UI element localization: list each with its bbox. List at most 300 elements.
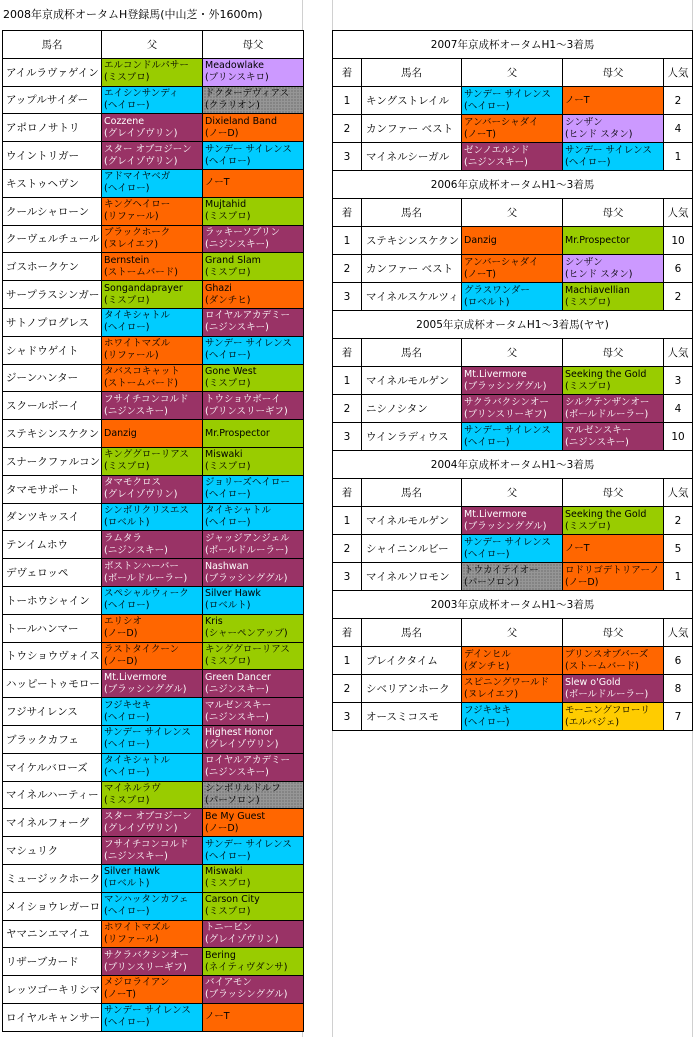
- sire-cell: [102, 1003, 203, 1031]
- horse-name: ジーンハンター: [3, 364, 102, 392]
- bloodline-name: ノーT: [565, 94, 590, 106]
- horse-name: マイネルモルゲン: [362, 367, 462, 395]
- bloodline-lineage: (ネイティヴダンサ): [205, 961, 288, 973]
- horse-name: トウショウヴォイス: [3, 642, 102, 670]
- finish-position: 2: [333, 115, 362, 143]
- bloodline-lineage: (ヘイロー): [464, 548, 510, 560]
- table-row: [3, 420, 304, 448]
- sire-cell: [102, 364, 203, 392]
- bloodline-name: Danzig: [464, 234, 497, 246]
- sire-cell: [462, 255, 563, 283]
- bloodline-name: ジャッジアンジェル: [205, 532, 290, 544]
- bloodline-name: シンボリルドルフ: [205, 782, 281, 794]
- bloodline-lineage: (グレイゾヴリン): [205, 739, 279, 751]
- horse-name: トールハンマー: [3, 614, 102, 642]
- dam-sire-cell: [563, 535, 664, 563]
- table-row: [3, 1003, 304, 1031]
- bloodline-lineage: (ニジンスキー): [104, 850, 168, 862]
- results-table: [332, 310, 693, 451]
- dam-sire-cell: [203, 447, 304, 475]
- dam-sire-cell: [203, 225, 304, 253]
- dam-sire-cell: [203, 142, 304, 170]
- bloodline-name: トウカイテイオー: [464, 564, 539, 576]
- bloodline-name: サンデー サイレンス: [464, 536, 551, 548]
- finish-position: 3: [333, 283, 362, 311]
- sire-cell: [102, 253, 203, 281]
- bloodline-lineage: (シャーペンアップ): [205, 628, 288, 640]
- bloodline-lineage: (ノーT): [104, 989, 136, 1001]
- dam-sire-cell: [203, 837, 304, 865]
- header-sire: 父: [462, 479, 563, 507]
- bloodline-lineage: (ミスプロ): [205, 266, 251, 278]
- dam-sire-cell: [563, 367, 664, 395]
- table-row: [333, 675, 693, 703]
- bloodline-lineage: (ニジンスキー): [565, 436, 629, 448]
- sire-cell: [102, 281, 203, 309]
- results-title-row: [333, 171, 693, 199]
- bloodline-name: サンデー サイレンス: [104, 1005, 191, 1017]
- bloodline-name: アドマイヤベガ: [104, 171, 171, 183]
- bloodline-lineage: (ボールドルーラー): [565, 408, 649, 420]
- sire-cell: [462, 423, 563, 451]
- bloodline-name: Mt.Livermore: [104, 671, 167, 683]
- bloodline-lineage: (ミスプロ): [205, 655, 251, 667]
- bloodline-name: スピニングワールド: [464, 676, 550, 688]
- finish-position: 1: [333, 87, 362, 115]
- bloodline-lineage: (ヘイロー): [205, 489, 251, 501]
- bloodline-lineage: (ニジンスキー): [205, 322, 269, 334]
- table-row: [333, 563, 693, 591]
- sire-cell: [102, 642, 203, 670]
- sire-cell: [102, 308, 203, 336]
- dam-sire-cell: [563, 227, 664, 255]
- header-popularity: 人気: [664, 619, 693, 647]
- results-table: [332, 170, 693, 311]
- results-table: [332, 590, 693, 731]
- sire-cell: [102, 920, 203, 948]
- bloodline-lineage: (グレイゾヴリン): [104, 155, 178, 167]
- table-row: [333, 87, 693, 115]
- sire-cell: [102, 475, 203, 503]
- bloodline-lineage: (ニジンスキー): [464, 156, 528, 168]
- bloodline-name: フサイチコンコルド: [104, 393, 189, 405]
- horse-name: マイネルフォーグ: [3, 809, 102, 837]
- bloodline-lineage: (ボールドルーラー): [565, 688, 649, 700]
- dam-sire-cell: [203, 253, 304, 281]
- sire-cell: [462, 703, 563, 731]
- bloodline-name: Ghazi: [205, 282, 232, 294]
- table-row: [3, 475, 304, 503]
- table-row: [3, 531, 304, 559]
- header-horse-name: 馬名: [362, 59, 462, 87]
- header-horse-name: 馬名: [362, 339, 462, 367]
- bloodline-name: マルゼンスキー: [565, 424, 632, 436]
- header-position: 着: [333, 199, 362, 227]
- horse-name: シベリアンホーク: [362, 675, 462, 703]
- bloodline-name: ゼンノエルシド: [464, 144, 530, 156]
- bloodline-name: Silver Hawk: [205, 588, 261, 600]
- bloodline-name: Meadowlake: [205, 60, 264, 72]
- table-row: [3, 725, 304, 753]
- dam-sire-cell: [203, 892, 304, 920]
- dam-sire-cell: [563, 143, 664, 171]
- horse-name: キストゥヘヴン: [3, 169, 102, 197]
- sire-cell: [102, 753, 203, 781]
- bloodline-lineage: (ミスプロ): [104, 294, 150, 306]
- bloodline-name: グラスワンダー: [464, 284, 530, 296]
- bloodline-name: Danzig: [104, 427, 137, 439]
- sire-cell: [462, 647, 563, 675]
- bloodline-name: Cozzene: [104, 115, 145, 127]
- popularity: 3: [664, 367, 693, 395]
- header-popularity: 人気: [664, 59, 693, 87]
- header-position: 着: [333, 339, 362, 367]
- bloodline-name: アンバーシャダイ: [464, 256, 539, 268]
- popularity: 2: [664, 87, 693, 115]
- horse-name: スナークファルコン: [3, 447, 102, 475]
- dam-sire-cell: [203, 809, 304, 837]
- results-table: [332, 450, 693, 591]
- dam-sire-cell: [203, 725, 304, 753]
- horse-name: マイネルソロモン: [362, 563, 462, 591]
- popularity: 5: [664, 535, 693, 563]
- bloodline-lineage: (ノーD): [565, 576, 599, 588]
- table-row: [3, 976, 304, 1004]
- bloodline-name: タイキシャトル: [205, 504, 272, 516]
- sire-cell: [102, 503, 203, 531]
- popularity: 4: [664, 395, 693, 423]
- bloodline-lineage: (リファール): [104, 933, 159, 945]
- bloodline-name: トウショウボーイ: [205, 393, 281, 405]
- header-dam-sire: 母父: [563, 479, 664, 507]
- bloodline-lineage: (ヌレイエフ): [104, 238, 159, 250]
- bloodline-lineage: (ミスプロ): [205, 878, 251, 890]
- sire-cell: [102, 336, 203, 364]
- bloodline-name: Miswaki: [205, 866, 243, 878]
- results-title-row: [333, 311, 693, 339]
- horse-name: スクールボーイ: [3, 392, 102, 420]
- bloodline-name: タイキシャトル: [104, 310, 171, 322]
- bloodline-name: シンザン: [565, 256, 603, 268]
- finish-position: 3: [333, 143, 362, 171]
- table-row: [3, 892, 304, 920]
- dam-sire-cell: [563, 675, 664, 703]
- bloodline-lineage: (ストームバード): [565, 660, 639, 672]
- bloodline-name: ブラックホーク: [104, 226, 171, 238]
- table-header-row: [3, 31, 304, 59]
- bloodline-lineage: (グレイゾヴリン): [104, 489, 178, 501]
- bloodline-lineage: (ニジンスキー): [104, 544, 168, 556]
- bloodline-name: サクラバクシンオー: [104, 949, 189, 961]
- table-row: [333, 507, 693, 535]
- header-dam-sire: 母父: [203, 31, 304, 59]
- bloodline-name: ボストンハーバー: [104, 560, 179, 572]
- bloodline-name: ラムタラ: [104, 532, 142, 544]
- bloodline-name: Miswaki: [205, 449, 243, 461]
- bloodline-name: Nashwan: [205, 560, 249, 572]
- bloodline-name: メジロライアン: [104, 977, 170, 989]
- sire-cell: [102, 809, 203, 837]
- bloodline-name: サンデー サイレンス: [205, 143, 292, 155]
- bloodline-name: シルクテンザンオー: [565, 396, 650, 408]
- bloodline-lineage: (ニジンスキー): [205, 767, 269, 779]
- dam-sire-cell: [203, 58, 304, 86]
- popularity: 1: [664, 143, 693, 171]
- horse-name: ブレイクタイム: [362, 647, 462, 675]
- table-row: [3, 503, 304, 531]
- header-horse-name: 馬名: [362, 479, 462, 507]
- bloodline-name: Slew o'Gold: [565, 676, 621, 688]
- popularity: 10: [664, 227, 693, 255]
- bloodline-name: Silver Hawk: [104, 866, 160, 878]
- bloodline-lineage: (プリンスキロ): [205, 72, 269, 84]
- bloodline-name: Mr.Prospector: [565, 234, 630, 246]
- horse-name: マイネルスケルツィ: [362, 283, 462, 311]
- results-header-row: [333, 339, 693, 367]
- bloodline-lineage: (ヘイロー): [205, 516, 251, 528]
- dam-sire-cell: [203, 420, 304, 448]
- bloodline-name: スター オブコジーン: [104, 810, 192, 822]
- bloodline-name: Mr.Prospector: [205, 427, 270, 439]
- bloodline-name: ロイヤルアカデミー: [205, 310, 291, 322]
- bloodline-lineage: (ブラッシンググル): [205, 989, 288, 1001]
- horse-name: アポロノサトリ: [3, 114, 102, 142]
- sire-cell: [102, 420, 203, 448]
- bloodline-lineage: (ノーT): [464, 268, 496, 280]
- bloodline-lineage: (ヒンド スタン): [565, 268, 633, 280]
- bloodline-name: ジョリーズヘイロー: [205, 477, 290, 489]
- bloodline-lineage: (グレイゾヴリン): [104, 822, 178, 834]
- bloodline-name: エルコンドルパサー: [104, 60, 189, 72]
- bloodline-lineage: (ニジンスキー): [205, 683, 269, 695]
- bloodline-lineage: (パーソロン): [464, 576, 519, 588]
- bloodline-name: Highest Honor: [205, 727, 274, 739]
- table-row: [3, 864, 304, 892]
- bloodline-lineage: (ヘイロー): [104, 711, 150, 723]
- table-row: [3, 447, 304, 475]
- bloodline-lineage: (ノーD): [104, 628, 138, 640]
- bloodline-name: Mujtahid: [205, 199, 247, 211]
- bloodline-name: フジキセキ: [464, 704, 512, 716]
- horse-name: ステキシンスケクン: [362, 227, 462, 255]
- bloodline-name: Grand Slam: [205, 254, 261, 266]
- table-row: [3, 781, 304, 809]
- table-row: [3, 837, 304, 865]
- bloodline-lineage: (グレイゾヴリン): [205, 933, 279, 945]
- dam-sire-cell: [203, 920, 304, 948]
- bloodline-name: Kris: [205, 616, 223, 628]
- table-row: [3, 392, 304, 420]
- header-dam-sire: 母父: [563, 59, 664, 87]
- popularity: 6: [664, 255, 693, 283]
- dam-sire-cell: [203, 197, 304, 225]
- bloodline-name: サンデー サイレンス: [565, 144, 652, 156]
- bloodline-lineage: (ヌレイエフ): [464, 688, 519, 700]
- bloodline-lineage: (ヘイロー): [464, 436, 510, 448]
- bloodline-name: モーニングフローリ: [565, 704, 650, 716]
- dam-sire-cell: [563, 255, 664, 283]
- header-dam-sire: 母父: [563, 339, 664, 367]
- bloodline-lineage: (プリンスリーギフ): [205, 405, 288, 417]
- horse-name: カンファー ベスト: [362, 115, 462, 143]
- header-position: 着: [333, 619, 362, 647]
- bloodline-lineage: (ストームバード): [104, 377, 178, 389]
- table-row: [333, 255, 693, 283]
- bloodline-lineage: (ヘイロー): [464, 716, 510, 728]
- bloodline-name: サンデー サイレンス: [464, 88, 551, 100]
- table-row: [333, 115, 693, 143]
- bloodline-name: バイアモン: [205, 977, 252, 989]
- bloodline-lineage: (ノーD): [205, 127, 239, 139]
- bloodline-name: ノーT: [205, 177, 230, 189]
- sire-cell: [102, 948, 203, 976]
- bloodline-lineage: (ヘイロー): [104, 99, 150, 111]
- table-row: [3, 86, 304, 114]
- popularity: 1: [664, 563, 693, 591]
- horse-name: オースミコスモ: [362, 703, 462, 731]
- dam-sire-cell: [203, 392, 304, 420]
- popularity: 2: [664, 507, 693, 535]
- bloodline-lineage: (ロベルト): [464, 296, 510, 308]
- bloodline-lineage: (ボールドルーラー): [205, 544, 289, 556]
- sire-cell: [102, 864, 203, 892]
- horse-name: シャドウゲイト: [3, 336, 102, 364]
- header-sire: 父: [102, 31, 203, 59]
- sire-cell: [462, 87, 563, 115]
- bloodline-name: スペシャルウィーク: [104, 588, 189, 600]
- sire-cell: [462, 227, 563, 255]
- bloodline-name: ノーT: [205, 1011, 230, 1023]
- header-dam-sire: 母父: [563, 199, 664, 227]
- bloodline-lineage: (ロベルト): [104, 878, 150, 890]
- bloodline-lineage: (ブラッシンググル): [464, 380, 547, 392]
- horse-name: ブラックカフェ: [3, 725, 102, 753]
- finish-position: 1: [333, 367, 362, 395]
- bloodline-name: Be My Guest: [205, 810, 266, 822]
- bloodline-name: ノーT: [565, 542, 590, 554]
- table-row: [333, 367, 693, 395]
- bloodline-name: Songandaprayer: [104, 282, 183, 294]
- bloodline-name: フサイチコンコルド: [104, 838, 189, 850]
- sire-cell: [102, 392, 203, 420]
- table-row: [3, 586, 304, 614]
- results-header-row: [333, 59, 693, 87]
- bloodline-lineage: (プリンスリーギフ): [464, 408, 547, 420]
- bloodline-lineage: (ヘイロー): [205, 350, 251, 362]
- bloodline-lineage: (プリンスリーギフ): [104, 961, 187, 973]
- bloodline-lineage: (ヘイロー): [104, 322, 150, 334]
- horse-name: サトノプログレス: [3, 308, 102, 336]
- bloodline-lineage: (ミスプロ): [205, 906, 251, 918]
- bloodline-lineage: (クラリオン): [205, 99, 260, 111]
- table-row: [333, 423, 693, 451]
- results-title-row: [333, 31, 693, 59]
- dam-sire-cell: [203, 308, 304, 336]
- results-header-row: [333, 619, 693, 647]
- sire-cell: [462, 395, 563, 423]
- horse-name: テンイムホウ: [3, 531, 102, 559]
- bloodline-name: トニービン: [205, 921, 253, 933]
- horse-name: ヤマニンエマイユ: [3, 920, 102, 948]
- dam-sire-cell: [203, 753, 304, 781]
- dam-sire-cell: [203, 336, 304, 364]
- results-header-row: [333, 479, 693, 507]
- bloodline-lineage: (ヘイロー): [464, 100, 510, 112]
- table-row: [333, 647, 693, 675]
- finish-position: 3: [333, 423, 362, 451]
- popularity: 6: [664, 647, 693, 675]
- bloodline-lineage: (ニジンスキー): [205, 711, 269, 723]
- bloodline-name: Seeking the Gold: [565, 508, 647, 520]
- sire-cell: [102, 892, 203, 920]
- horse-name: シャイニンルビー: [362, 535, 462, 563]
- table-row: [3, 753, 304, 781]
- popularity: 4: [664, 115, 693, 143]
- bloodline-name: ドクターデヴィアス: [205, 87, 290, 99]
- dam-sire-cell: [203, 948, 304, 976]
- bloodline-lineage: (リファール): [104, 211, 159, 223]
- results-title: 2005年京成杯オータムH1～3着馬(ヤヤ): [333, 311, 693, 339]
- bloodline-name: サンデー サイレンス: [205, 838, 292, 850]
- bloodline-name: ロドリゴデトリアーノ: [565, 564, 660, 576]
- sire-cell: [102, 197, 203, 225]
- dam-sire-cell: [203, 864, 304, 892]
- header-dam-sire: 母父: [563, 619, 664, 647]
- table-row: [3, 225, 304, 253]
- bloodline-lineage: (ストームバード): [104, 266, 178, 278]
- table-row: [333, 535, 693, 563]
- bloodline-name: ロイヤルアカデミー: [205, 755, 291, 767]
- finish-position: 2: [333, 395, 362, 423]
- horse-name: ミュージックホーク: [3, 864, 102, 892]
- sire-cell: [102, 670, 203, 698]
- bloodline-lineage: (ノーT): [464, 128, 496, 140]
- bloodline-lineage: (ミスプロ): [205, 461, 251, 473]
- bloodline-lineage: (ヘイロー): [104, 1017, 150, 1029]
- horse-name: アップルサイダー: [3, 86, 102, 114]
- table-row: [3, 670, 304, 698]
- popularity: 10: [664, 423, 693, 451]
- header-popularity: 人気: [664, 199, 693, 227]
- sire-cell: [102, 781, 203, 809]
- horse-name: デヴェロッペ: [3, 559, 102, 587]
- bloodline-name: フジキセキ: [104, 699, 152, 711]
- dam-sire-cell: [563, 395, 664, 423]
- bloodline-name: スター オブコジーン: [104, 143, 192, 155]
- bloodline-name: Bernstein: [104, 254, 150, 266]
- horse-name: ダンツキッスイ: [3, 503, 102, 531]
- bloodline-lineage: (ミスプロ): [205, 211, 251, 223]
- bloodline-name: デインヒル: [464, 648, 511, 660]
- dam-sire-cell: [203, 364, 304, 392]
- horse-name: マイネルシーガル: [362, 143, 462, 171]
- horse-name: ロイヤルキャンサー: [3, 1003, 102, 1031]
- bloodline-lineage: (ヘイロー): [565, 156, 611, 168]
- bloodline-lineage: (ヘイロー): [104, 600, 150, 612]
- finish-position: 2: [333, 535, 362, 563]
- dam-sire-cell: [203, 114, 304, 142]
- table-row: [3, 642, 304, 670]
- results-title-row: [333, 591, 693, 619]
- bloodline-name: シンボリクリスエス: [104, 504, 189, 516]
- horse-name: リザーブカード: [3, 948, 102, 976]
- sire-cell: [102, 58, 203, 86]
- bloodline-name: マイネルラヴ: [104, 782, 161, 794]
- bloodline-name: タバスコキャット: [104, 365, 180, 377]
- finish-position: 2: [333, 675, 362, 703]
- dam-sire-cell: [203, 1003, 304, 1031]
- horse-name: ステキシンスケクン: [3, 420, 102, 448]
